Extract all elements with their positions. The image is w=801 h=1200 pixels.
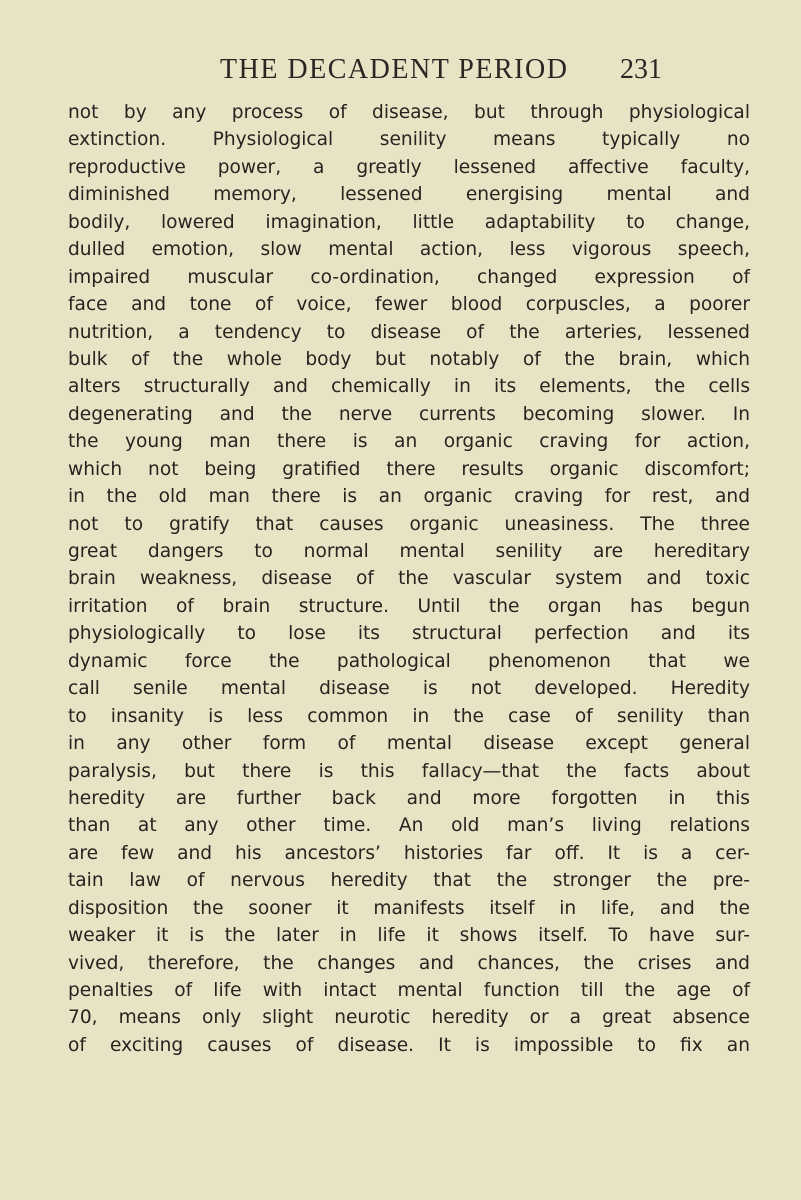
body-text <box>68 99 750 1059</box>
text-line: dulled emotion, slow mental action, less vigorous speech, <box>68 239 750 261</box>
text-line: brain weakness, disease of the vascular system and toxic <box>68 568 750 590</box>
text-line: nutrition, a tendency to disease of the arteries, lessened <box>68 321 750 343</box>
text-line: irritation of brain structure. Until the organ has begun <box>68 595 750 617</box>
text-line: in the old man there is an organic craving for rest, and <box>68 486 750 508</box>
page-number: 231 <box>620 54 662 85</box>
text-line: alters structurally and chemically in its elements, the cells <box>68 376 750 398</box>
text-line: which not being gratified there results organic discomfort; <box>68 458 750 480</box>
text-line: call senile mental disease is not developed. Heredity <box>68 678 750 700</box>
text-line: vived, therefore, the changes and chances, the crises and <box>68 952 750 974</box>
text-line: diminished memory, lessened energising mental and <box>68 184 750 206</box>
text-line: face and tone of voice, fewer blood corpuscles, a poorer <box>68 294 750 316</box>
text-line: dynamic force the pathological phenomenon that we <box>68 650 750 672</box>
text-line: bulk of the whole body but notably of the brain, which <box>68 348 750 370</box>
text-line: bodily, lowered imagination, little adaptability to change, <box>68 211 750 233</box>
text-line: than at any other time. An old man’s living relations <box>68 815 750 837</box>
text-line: in any other form of mental disease except general <box>68 733 750 755</box>
text-line: 70, means only slight neurotic heredity or a great absence <box>68 1007 750 1029</box>
text-line: reproductive power, a greatly lessened affective faculty, <box>68 156 750 178</box>
text-line: tain law of nervous heredity that the stronger the pre- <box>68 870 750 892</box>
text-line: not to gratify that causes organic uneasiness. The three <box>68 513 750 535</box>
text-line: of exciting causes of disease. It is impossible to fix an <box>68 1034 750 1056</box>
text-line: to insanity is less common in the case of senility than <box>68 705 750 727</box>
text-line: great dangers to normal mental senility are hereditary <box>68 541 750 562</box>
text-line: paralysis, but there is this fallacy—that the facts about <box>68 760 750 782</box>
running-title: THE DECADENT PERIOD <box>220 54 569 85</box>
text-line: extinction. Physiological senility means typically no <box>68 129 750 151</box>
text-line: penalties of life with intact mental function till the age of <box>68 980 750 1001</box>
text-line: the young man there is an organic craving for action, <box>68 431 750 453</box>
text-line: degenerating and the nerve currents becoming slower. In <box>68 403 750 425</box>
text-line: heredity are further back and more forgotten in this <box>68 787 750 809</box>
text-line: impaired muscular co-ordination, changed expression of <box>68 266 750 288</box>
text-line: not by any process of disease, but through physiological <box>68 102 750 123</box>
text-line: disposition the sooner it manifests itself in life, and the <box>68 897 750 919</box>
text-line: weaker it is the later in life it shows itself. To have sur- <box>68 925 750 947</box>
text-line: physiologically to lose its structural perfection and its <box>68 623 750 645</box>
text-line: are few and his ancestors’ histories far off. It is a cer- <box>68 842 750 864</box>
